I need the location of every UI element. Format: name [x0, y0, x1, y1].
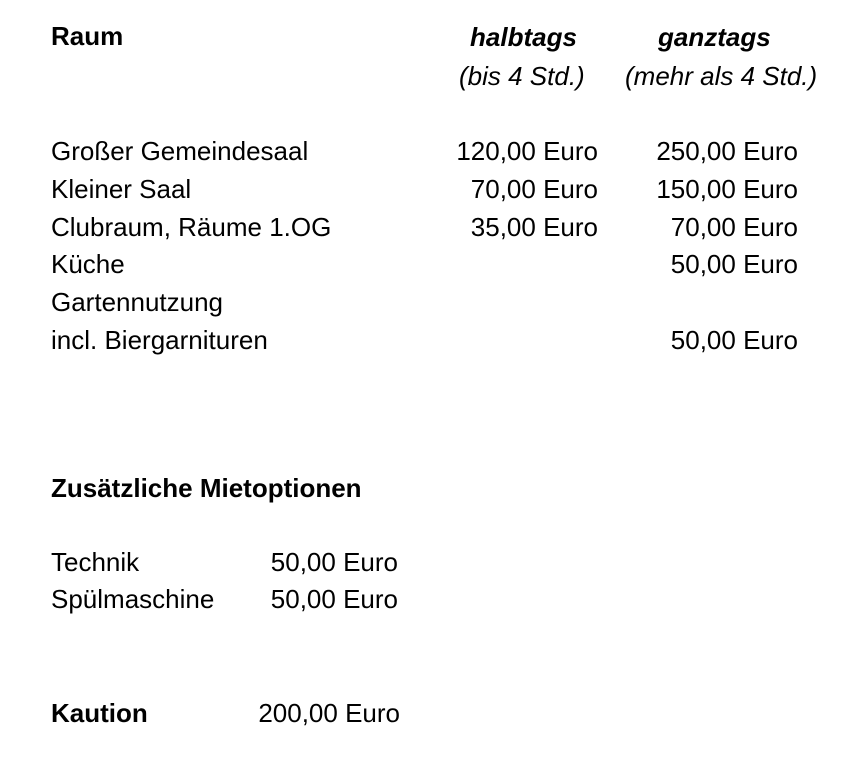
option-price: 50,00 Euro: [270, 547, 398, 577]
room-name: incl. Biergarnituren: [51, 325, 268, 355]
room-name: Küche: [51, 249, 125, 279]
option-name: Technik: [51, 547, 140, 577]
room-name: Gartennutzung: [51, 287, 224, 317]
room-price-ganztags: 250,00 Euro: [656, 136, 798, 166]
column-subheader-ganztags: (mehr als 4 Std.): [625, 61, 818, 91]
column-subheader-halbtags: (bis 4 Std.): [459, 61, 585, 91]
room-price-ganztags: 150,00 Euro: [656, 174, 798, 204]
options-heading: Zusätzliche Mietoptionen: [51, 473, 362, 503]
option-price: 50,00 Euro: [270, 584, 398, 614]
column-header-ganztags: ganztags: [658, 22, 771, 52]
option-name: Spülmaschine: [51, 584, 215, 614]
room-name: Clubraum, Räume 1.OG: [51, 212, 332, 242]
room-price-ganztags: 50,00 Euro: [670, 249, 798, 279]
column-header-room: Raum: [51, 21, 124, 51]
room-price-ganztags: 70,00 Euro: [670, 212, 798, 242]
deposit-label: Kaution: [51, 698, 148, 728]
room-price-halbtags: 70,00 Euro: [470, 174, 598, 204]
room-price-halbtags: 120,00 Euro: [456, 136, 598, 166]
room-price-ganztags: 50,00 Euro: [670, 325, 798, 355]
deposit-price: 200,00 Euro: [258, 698, 400, 728]
room-name: Kleiner Saal: [51, 174, 192, 204]
room-name: Großer Gemeindesaal: [51, 136, 309, 166]
column-header-halbtags: halbtags: [470, 22, 577, 52]
room-price-halbtags: 35,00 Euro: [470, 212, 598, 242]
